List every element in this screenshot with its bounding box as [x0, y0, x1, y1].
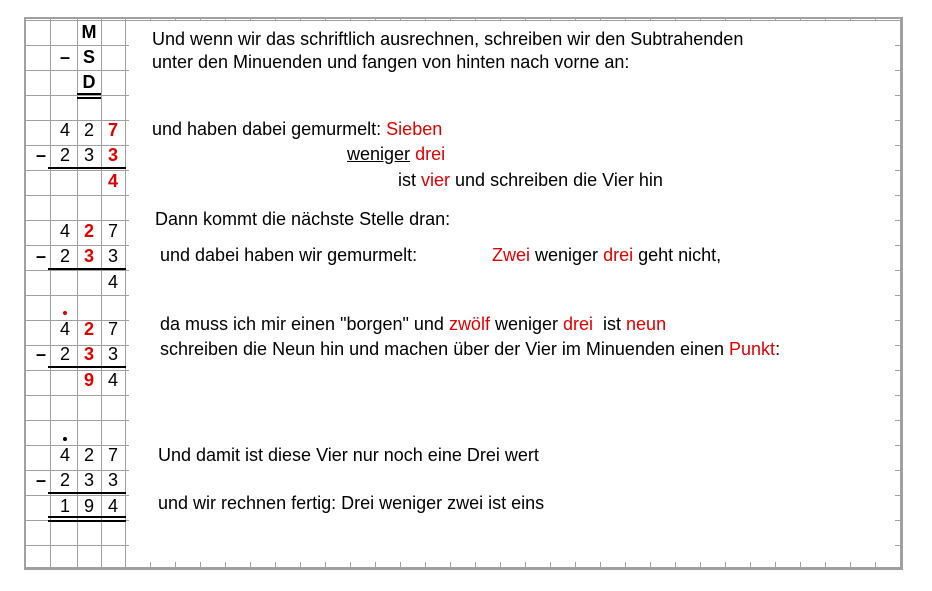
intro-line-1: Und wenn wir das schriftlich ausrechnen, schreiben wir den Subtrahenden — [152, 29, 744, 49]
sum-2-bottom-h: 2 — [59, 246, 70, 266]
sum-3-bottom-t: 3 — [83, 344, 94, 364]
step1-rest: und schreiben die Vier hin — [450, 170, 663, 190]
sum-1-bottom-o: 3 — [107, 145, 118, 165]
sum-3-bottom-h: 2 — [59, 344, 70, 364]
sum-2-bottom-o: 3 — [107, 246, 118, 266]
header-underline-2 — [77, 97, 101, 99]
sum-2-top-t: 2 — [83, 221, 94, 241]
sum-1-minus: – — [35, 145, 46, 165]
sum-1-bottom-h: 2 — [59, 145, 70, 165]
step3-drei: drei — [563, 314, 594, 334]
sum-1-bottom-t: 3 — [83, 145, 94, 165]
borrow-dot-red — [63, 311, 67, 315]
step3-line-2-text: schreiben die Neun hin und machen über der Vier im Minuenden einen — [160, 339, 730, 359]
header-d: D — [82, 72, 96, 92]
header-underline — [77, 93, 101, 95]
header-s: S — [82, 47, 95, 67]
step2-intro: Dann kommt die nächste Stelle dran: — [155, 209, 451, 229]
step1-ist: ist — [398, 170, 422, 190]
sum-4-top-h: 4 — [59, 445, 70, 465]
sum-4-result-o: 4 — [107, 496, 118, 516]
step3-weniger: weniger — [489, 314, 563, 334]
step3-punkt: Punkt — [729, 339, 776, 359]
header-m: M — [81, 22, 97, 42]
sum-2-top-o: 7 — [107, 221, 118, 241]
intro-line-2: unter den Minuenden und fangen von hinten nach vorne an: — [152, 52, 630, 72]
sum-4-top-t: 2 — [83, 445, 94, 465]
step1-vier: vier — [421, 170, 451, 190]
step3-ist: ist — [593, 314, 627, 334]
step1-drei: drei — [415, 144, 446, 164]
step2-zwei: Zwei — [492, 245, 531, 265]
sum-4-minus: – — [35, 470, 46, 490]
step1-line-2 — [347, 142, 445, 166]
step2-weniger: weniger — [530, 245, 604, 265]
borrow-dot-black — [63, 437, 67, 441]
sum-3-result-t: 9 — [83, 370, 94, 390]
step3-colon: : — [775, 339, 781, 359]
sum-4-bottom-t: 3 — [83, 470, 94, 490]
step1-line-1 — [152, 117, 442, 141]
text-panel — [129, 21, 895, 562]
step2-text: und dabei haben wir gemurmelt: — [160, 245, 418, 265]
step3-zwoelf: zwölf — [448, 314, 490, 334]
sum-2-bottom-t: 3 — [83, 246, 94, 266]
step2-line — [492, 243, 721, 267]
step3-text: da muss ich mir einen "borgen" und — [160, 314, 449, 334]
sum-3-minus: – — [35, 344, 46, 364]
sum-4-bottom-h: 2 — [59, 470, 70, 490]
sum-2-result-o: 4 — [107, 272, 118, 292]
step2-rest: geht nicht, — [633, 245, 722, 265]
sum-1-top-t: 2 — [83, 120, 94, 140]
sum-3-top-o: 7 — [107, 319, 118, 339]
sum-3-bottom-o: 3 — [107, 344, 118, 364]
header-minus: – — [59, 47, 70, 67]
step1-weniger: weniger — [347, 144, 411, 164]
sum-4-top-o: 7 — [107, 445, 118, 465]
step4-line-2: und wir rechnen fertig: Drei weniger zwei ist eins — [158, 493, 545, 513]
step3-line-1 — [160, 312, 666, 336]
sum-2-top-h: 4 — [59, 221, 70, 241]
sum-1-result-o: 4 — [107, 171, 118, 191]
step1-text: und haben dabei gemurmelt: — [152, 119, 387, 139]
sum-2-minus: – — [35, 246, 46, 266]
step3-neun: neun — [626, 314, 667, 334]
step2-drei: drei — [603, 245, 634, 265]
sum-4-double-line-2 — [48, 520, 126, 522]
sum-1-top-h: 4 — [59, 120, 70, 140]
sum-3-top-t: 2 — [83, 319, 94, 339]
step1-line-3 — [398, 168, 663, 192]
sum-4-bottom-o: 3 — [107, 470, 118, 490]
sum-4-result-t: 9 — [83, 496, 94, 516]
step4-line-1: Und damit ist diese Vier nur noch eine Drei wert — [158, 445, 539, 465]
step3-line-2 — [160, 337, 780, 361]
step1-sieben: Sieben — [386, 119, 443, 139]
sum-1-top-o: 7 — [107, 120, 118, 140]
sum-3-result-o: 4 — [107, 370, 118, 390]
sum-4-result-h: 1 — [59, 496, 70, 516]
sum-4-double-line-1 — [48, 516, 126, 518]
sum-3-top-h: 4 — [59, 319, 70, 339]
